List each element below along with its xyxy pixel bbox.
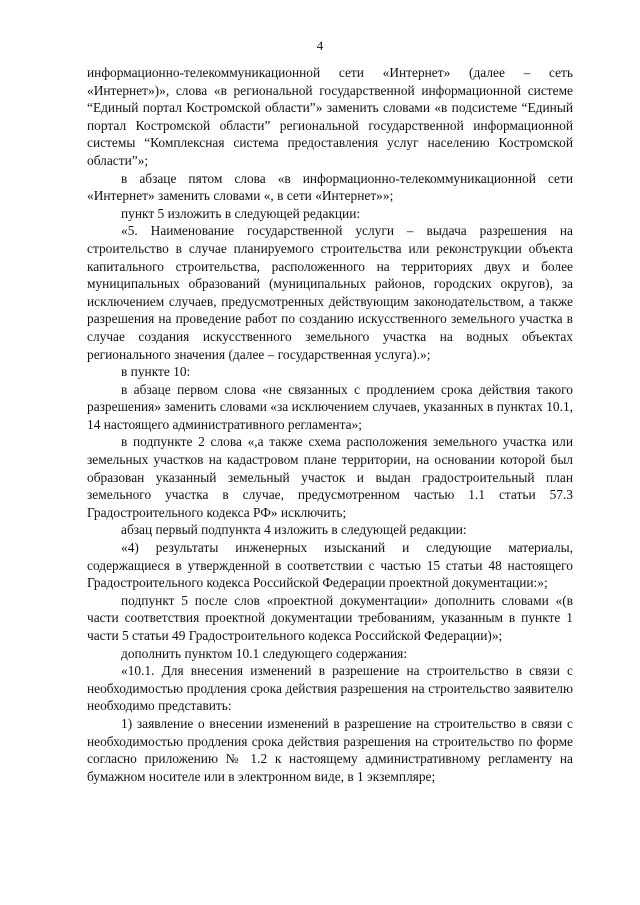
paragraph: «4) результаты инженерных изысканий и следующие материалы, содержащиеся в утвержденной в соответствии с частью 15 статьи 48 настоящего Градостроительного кодекса Российской Федерации проектной документации:»;: [87, 540, 573, 591]
document-body: [87, 64, 573, 785]
paragraph: пункт 5 изложить в следующей редакции:: [121, 205, 361, 221]
paragraph: «5. Наименование государственной услуги – выдача разрешения на строительство в случае планируемого строительства или реконструкции объекта капитального строительства, расположенного на территориях двух и более муниципальных образований (муниципальных районов, городских округов), за исключением случаев, предусмотренных действующим законодательством, а также разрешения на проведение работ по созданию искусственного земельного участка в случае создания искусственного земельного участка на водных объектах регионального значения (далее – государственная услуга).»;: [87, 223, 573, 362]
paragraph: «10.1. Для внесения изменений в разрешение на строительство в связи с необходимостью продления срока действия разрешения на строительство заявителю необходимо представить:: [87, 663, 573, 714]
paragraph: 1) заявление о внесении изменений в разрешение на строительство в связи с необходимостью продления срока действия разрешения на строительство по форме согласно приложению № 1.2 к настоящему административному регламенту на бумажном носителе или в электронном виде, в 1 экземпляре;: [87, 715, 573, 784]
paragraph: в абзаце первом слова «не связанных с продлением срока действия такого разрешения» заменить словами «за исключением случаев, указанных в пунктах 10.1, 14 настоящего административного регламента»;: [87, 381, 573, 432]
paragraph: в абзаце пятом слова «в информационно-телекоммуникационной сети «Интернет» заменить словами «, в сети «Интернет»»;: [87, 170, 573, 204]
paragraph: в подпункте 2 слова «,а также схема расположения земельного участка или земельных участков на кадастровом плане территории, на основании которой был образован указанный земельный участок и выдан градостроительный план земельного участка в случае, предусмотренном частью 1.1 статьи 57.3 Градостроительного кодекса РФ» исключить;: [87, 434, 573, 520]
paragraph: подпункт 5 после слов «проектной документации» дополнить словами «(в части соответствия проектной документации требованиям, указанным в пункте 1 части 5 статьи 49 Градостроительного кодекса Российской Федерации)»;: [87, 592, 573, 643]
paragraph: информационно-телекоммуникационной сети «Интернет» (далее – сеть «Интернет»)», слова «в региональной государственной информационной системе “Единый портал Костромской области”» заменить словами «в подсистеме “Единый портал Костромской области” региональной государственной информационной системы “Комплексная система предоставления услуг населению Костромской области”»;: [87, 65, 573, 168]
paragraph: дополнить пунктом 10.1 следующего содержания:: [121, 645, 408, 661]
paragraph: абзац первый подпункта 4 изложить в следующей редакции:: [121, 522, 467, 538]
page-number: 4: [316, 38, 324, 53]
paragraph: в пункте 10:: [121, 364, 191, 380]
